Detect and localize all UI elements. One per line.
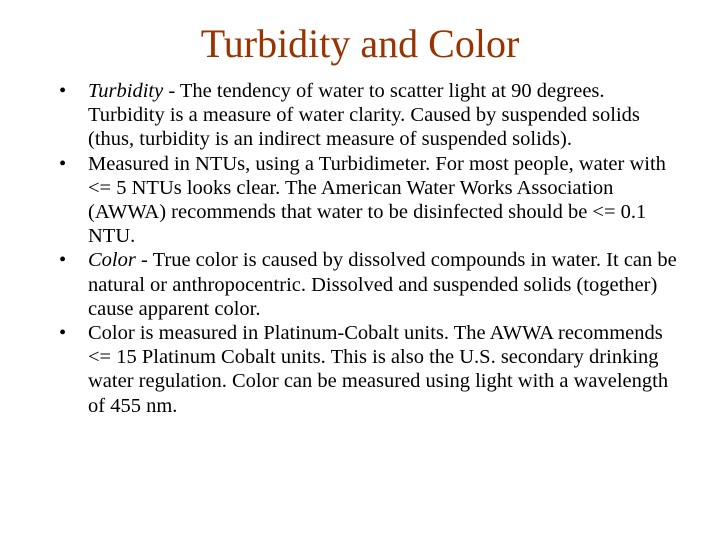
bullet-item-color: [57, 248, 677, 321]
bullet-text: - The tendency of water to scatter light at 90 degrees. Turbidity is a measure of water clarity. Caused by suspended solids (thus, turbidity is an indirect measure of suspended solids).: [88, 80, 640, 151]
bullet-icon: •: [59, 322, 67, 345]
bullet-item-color-measurement: [57, 321, 677, 418]
term-color: Color: [88, 249, 136, 272]
bullet-text: - True color is caused by dissolved compounds in water. It can be natural or anthropocentric. Dissolved and suspended solids (together) cause apparent color.: [88, 249, 677, 320]
slide-title: Turbidity and Color: [200, 21, 520, 66]
bullet-text: Measured in NTUs, using a Turbidimeter. For most people, water with <= 5 NTUs looks clear. The American Water Works Association (AWWA) recommends that water to be disinfected should be <= 0.1 NTU.: [88, 152, 666, 248]
bullet-list: [57, 79, 677, 418]
bullet-icon: •: [59, 249, 67, 272]
bullet-icon: •: [59, 80, 67, 102]
bullet-icon: •: [59, 152, 67, 175]
term-turbidity: Turbidity: [88, 80, 164, 102]
bullet-item-turbidity: [57, 79, 677, 152]
bullet-item-ntu-measurement: [57, 152, 677, 249]
bullet-text: Color is measured in Platinum-Cobalt units. The AWWA recommends <= 15 Platinum Cobalt units. This is also the U.S. secondary drinking water regulation. Color can be measured using light with a wavelength of 455 nm.: [88, 322, 669, 417]
